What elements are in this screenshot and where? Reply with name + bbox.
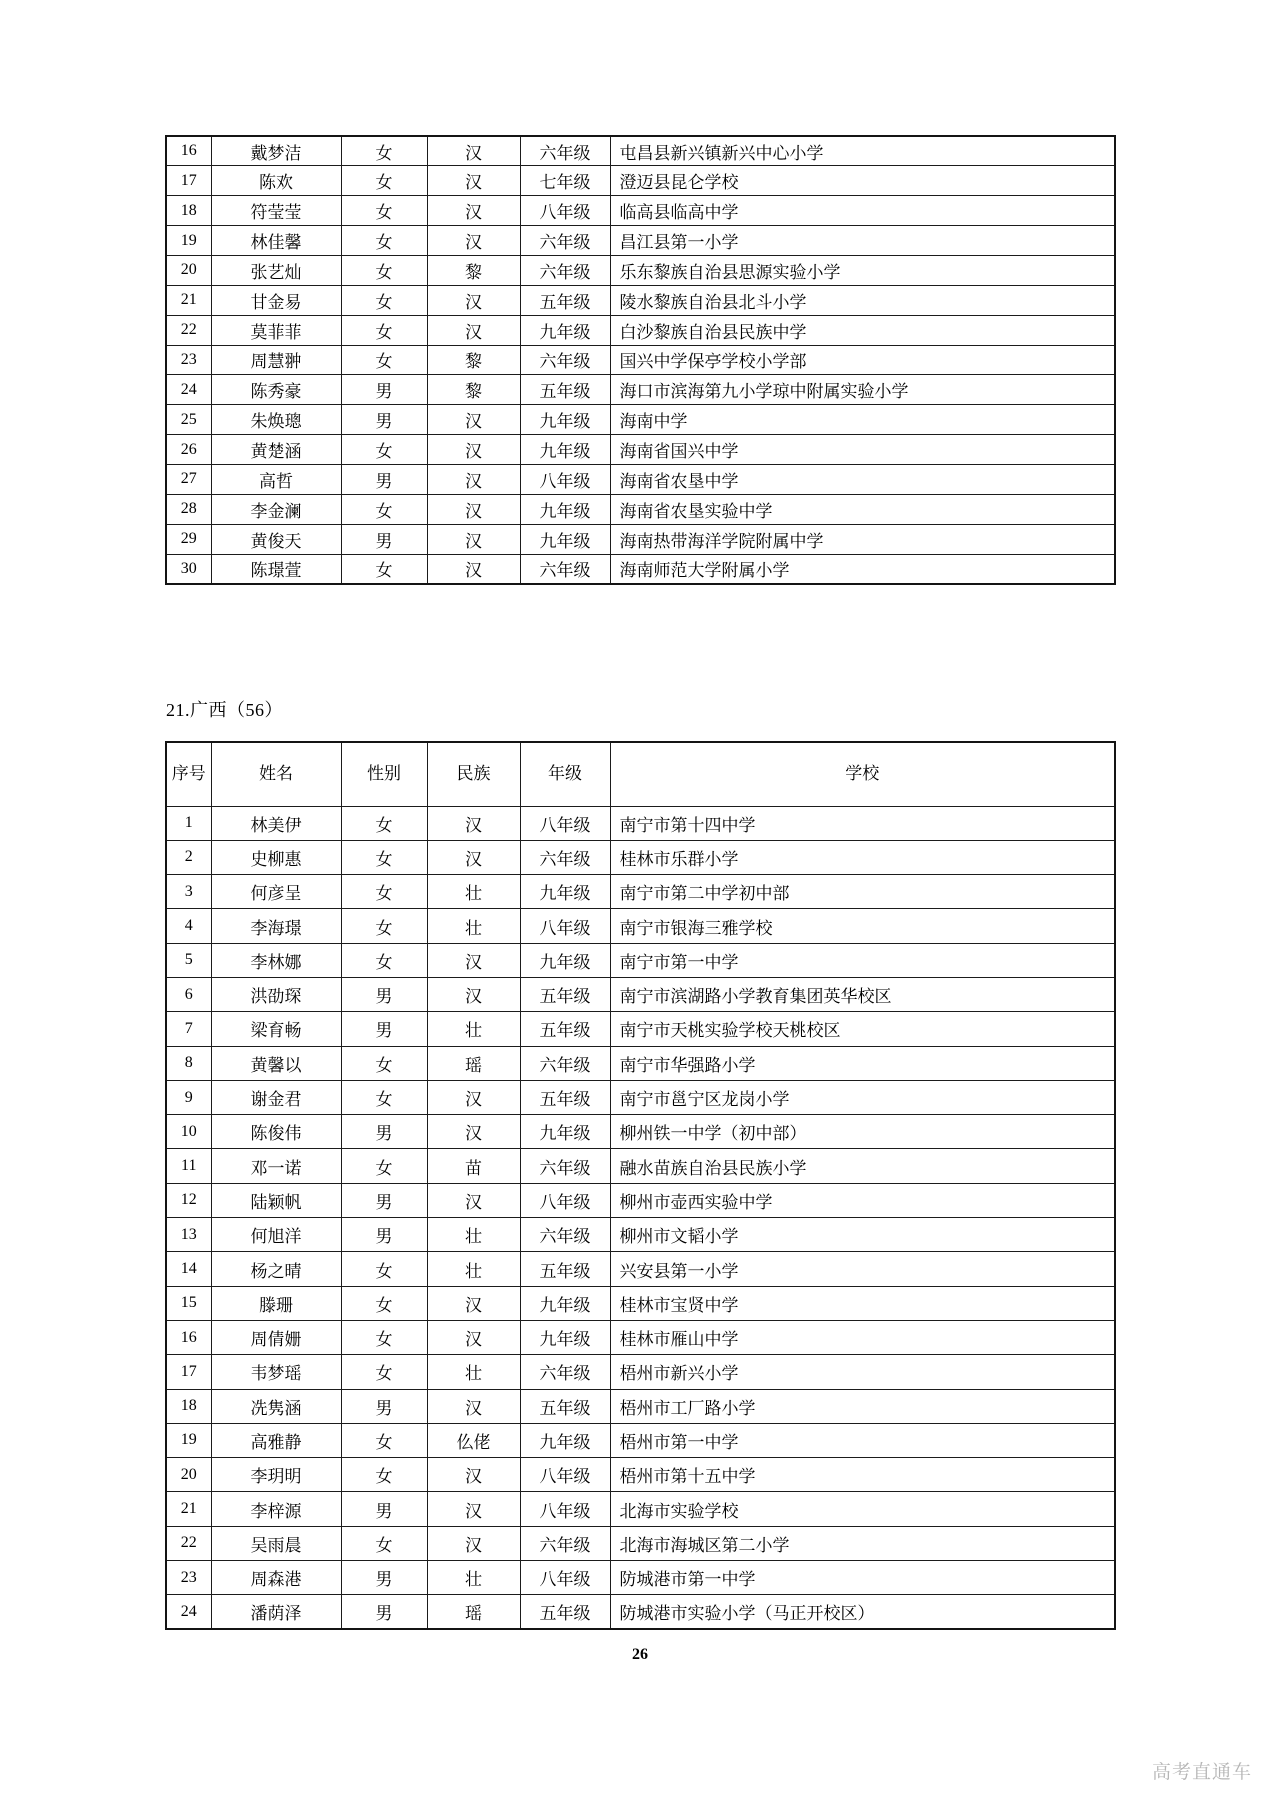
gender-cell: 女 [341, 1252, 427, 1286]
gender-cell: 女 [341, 1526, 427, 1560]
name-cell: 李海璟 [211, 909, 341, 943]
gender-cell: 女 [341, 875, 427, 909]
grade-cell: 九年级 [520, 315, 610, 345]
serial-cell: 24 [166, 1595, 211, 1629]
gender-cell: 女 [341, 494, 427, 524]
ethnicity-cell: 壮 [427, 1355, 520, 1389]
grade-cell: 九年级 [520, 494, 610, 524]
serial-cell: 29 [166, 524, 211, 554]
serial-cell: 16 [166, 1320, 211, 1354]
school-cell: 南宁市华强路小学 [610, 1046, 1115, 1080]
serial-cell: 3 [166, 875, 211, 909]
name-cell: 林美伊 [211, 806, 341, 840]
ethnicity-cell: 汉 [427, 1526, 520, 1560]
grade-cell: 九年级 [520, 1423, 610, 1457]
ethnicity-cell: 汉 [427, 943, 520, 977]
serial-cell: 24 [166, 375, 211, 405]
school-cell: 南宁市第十四中学 [610, 806, 1115, 840]
serial-cell: 25 [166, 405, 211, 435]
school-cell: 南宁市第二中学初中部 [610, 875, 1115, 909]
school-cell: 南宁市邕宁区龙岗小学 [610, 1080, 1115, 1114]
grade-cell: 八年级 [520, 1561, 610, 1595]
table-row [166, 1458, 1115, 1492]
name-cell: 李梓源 [211, 1492, 341, 1526]
gender-cell: 女 [341, 166, 427, 196]
name-cell: 何旭洋 [211, 1218, 341, 1252]
gender-cell: 男 [341, 405, 427, 435]
gender-cell: 男 [341, 1389, 427, 1423]
gender-cell: 女 [341, 1458, 427, 1492]
serial-cell: 14 [166, 1252, 211, 1286]
guangxi-roster-body [166, 806, 1115, 1629]
ethnicity-cell: 汉 [427, 977, 520, 1011]
serial-cell: 2 [166, 840, 211, 874]
gender-cell: 男 [341, 375, 427, 405]
grade-cell: 八年级 [520, 1183, 610, 1217]
table-row [166, 226, 1115, 256]
grade-cell: 六年级 [520, 1046, 610, 1080]
gender-cell: 女 [341, 1355, 427, 1389]
grade-cell: 五年级 [520, 1012, 610, 1046]
gender-cell: 女 [341, 1320, 427, 1354]
name-cell: 吴雨晨 [211, 1526, 341, 1560]
gender-cell: 女 [341, 1149, 427, 1183]
guangxi-roster-header [166, 742, 1115, 806]
name-cell: 黄馨以 [211, 1046, 341, 1080]
school-cell: 白沙黎族自治县民族中学 [610, 315, 1115, 345]
column-header-serial-cell: 序号 [166, 742, 211, 806]
grade-cell: 八年级 [520, 1492, 610, 1526]
name-cell: 潘荫泽 [211, 1595, 341, 1629]
name-cell: 张艺灿 [211, 255, 341, 285]
serial-cell: 18 [166, 1389, 211, 1423]
school-cell: 融水苗族自治县民族小学 [610, 1149, 1115, 1183]
ethnicity-cell: 苗 [427, 1149, 520, 1183]
name-cell: 朱焕璁 [211, 405, 341, 435]
serial-cell: 12 [166, 1183, 211, 1217]
grade-cell: 五年级 [520, 375, 610, 405]
ethnicity-cell: 汉 [427, 1389, 520, 1423]
name-cell: 何彦呈 [211, 875, 341, 909]
table-row [166, 166, 1115, 196]
table-row [166, 196, 1115, 226]
name-cell: 李林娜 [211, 943, 341, 977]
serial-cell: 27 [166, 464, 211, 494]
serial-cell: 15 [166, 1286, 211, 1320]
school-cell: 海口市滨海第九小学琼中附属实验小学 [610, 375, 1115, 405]
gender-cell: 女 [341, 1046, 427, 1080]
school-cell: 桂林市雁山中学 [610, 1320, 1115, 1354]
serial-cell: 11 [166, 1149, 211, 1183]
school-cell: 梧州市第十五中学 [610, 1458, 1115, 1492]
gender-cell: 女 [341, 196, 427, 226]
ethnicity-cell: 壮 [427, 909, 520, 943]
name-cell: 史柳惠 [211, 840, 341, 874]
ethnicity-cell: 黎 [427, 255, 520, 285]
serial-cell: 26 [166, 435, 211, 465]
table-row [166, 405, 1115, 435]
grade-cell: 九年级 [520, 1286, 610, 1320]
ethnicity-cell: 瑶 [427, 1595, 520, 1629]
school-cell: 海南省国兴中学 [610, 435, 1115, 465]
ethnicity-cell: 壮 [427, 1218, 520, 1252]
gender-cell: 女 [341, 943, 427, 977]
school-cell: 昌江县第一小学 [610, 226, 1115, 256]
school-cell: 桂林市乐群小学 [610, 840, 1115, 874]
table-row [166, 255, 1115, 285]
name-cell: 黄俊天 [211, 524, 341, 554]
gender-cell: 女 [341, 1423, 427, 1457]
gender-cell: 男 [341, 1183, 427, 1217]
name-cell: 周慧翀 [211, 345, 341, 375]
table-row [166, 977, 1115, 1011]
school-cell: 南宁市天桃实验学校天桃校区 [610, 1012, 1115, 1046]
table-row [166, 1561, 1115, 1595]
table-row [166, 1080, 1115, 1114]
serial-cell: 21 [166, 285, 211, 315]
table-row [166, 1115, 1115, 1149]
table-row [166, 524, 1115, 554]
school-cell: 南宁市银海三雅学校 [610, 909, 1115, 943]
grade-cell: 七年级 [520, 166, 610, 196]
ethnicity-cell: 壮 [427, 1252, 520, 1286]
table-row [166, 1252, 1115, 1286]
serial-cell: 9 [166, 1080, 211, 1114]
gender-cell: 女 [341, 136, 427, 166]
grade-cell: 九年级 [520, 524, 610, 554]
grade-cell: 九年级 [520, 405, 610, 435]
grade-cell: 五年级 [520, 1595, 610, 1629]
table-row [166, 875, 1115, 909]
table-row [166, 1149, 1115, 1183]
school-cell: 南宁市第一中学 [610, 943, 1115, 977]
name-cell: 洪劭琛 [211, 977, 341, 1011]
ethnicity-cell: 黎 [427, 375, 520, 405]
serial-cell: 22 [166, 1526, 211, 1560]
guangxi-roster-table [165, 741, 1116, 1630]
name-cell: 周森港 [211, 1561, 341, 1595]
gender-cell: 女 [341, 435, 427, 465]
table-row [166, 1286, 1115, 1320]
ethnicity-cell: 汉 [427, 1492, 520, 1526]
hainan-roster-body [166, 136, 1115, 584]
page-number: 26 [632, 1646, 648, 1663]
ethnicity-cell: 汉 [427, 806, 520, 840]
gender-cell: 女 [341, 345, 427, 375]
gender-cell: 女 [341, 806, 427, 840]
ethnicity-cell: 仫佬 [427, 1423, 520, 1457]
school-cell: 海南师范大学附属小学 [610, 554, 1115, 584]
gender-cell: 女 [341, 285, 427, 315]
table-row [166, 1320, 1115, 1354]
name-cell: 周倩姗 [211, 1320, 341, 1354]
ethnicity-cell: 汉 [427, 405, 520, 435]
ethnicity-cell: 汉 [427, 226, 520, 256]
serial-cell: 30 [166, 554, 211, 584]
school-cell: 柳州市文韬小学 [610, 1218, 1115, 1252]
serial-cell: 8 [166, 1046, 211, 1080]
column-header-grade-cell: 年级 [520, 742, 610, 806]
table-row [166, 554, 1115, 584]
section-heading-guangxi: 21.广西（56） [166, 700, 283, 720]
gender-cell: 男 [341, 977, 427, 1011]
name-cell: 黄楚涵 [211, 435, 341, 465]
school-cell: 柳州市壶西实验中学 [610, 1183, 1115, 1217]
table-row [166, 464, 1115, 494]
ethnicity-cell: 汉 [427, 315, 520, 345]
ethnicity-cell: 汉 [427, 1320, 520, 1354]
ethnicity-cell: 壮 [427, 875, 520, 909]
name-cell: 莫菲菲 [211, 315, 341, 345]
gender-cell: 男 [341, 1012, 427, 1046]
school-cell: 海南中学 [610, 405, 1115, 435]
gender-cell: 男 [341, 1115, 427, 1149]
table-row [166, 909, 1115, 943]
table-row [166, 315, 1115, 345]
table-row [166, 1355, 1115, 1389]
table-row [166, 806, 1115, 840]
serial-cell: 6 [166, 977, 211, 1011]
grade-cell: 九年级 [520, 1320, 610, 1354]
serial-cell: 23 [166, 1561, 211, 1595]
ethnicity-cell: 汉 [427, 1458, 520, 1492]
table-row [166, 1526, 1115, 1560]
column-header-gender-cell: 性别 [341, 742, 427, 806]
ethnicity-cell: 汉 [427, 196, 520, 226]
grade-cell: 八年级 [520, 196, 610, 226]
school-cell: 澄迈县昆仑学校 [610, 166, 1115, 196]
serial-cell: 18 [166, 196, 211, 226]
table-row [166, 285, 1115, 315]
name-cell: 陈欢 [211, 166, 341, 196]
name-cell: 李玥明 [211, 1458, 341, 1492]
school-cell: 国兴中学保亭学校小学部 [610, 345, 1115, 375]
school-cell: 兴安县第一小学 [610, 1252, 1115, 1286]
ethnicity-cell: 汉 [427, 435, 520, 465]
school-cell: 陵水黎族自治县北斗小学 [610, 285, 1115, 315]
grade-cell: 九年级 [520, 435, 610, 465]
gender-cell: 男 [341, 464, 427, 494]
grade-cell: 六年级 [520, 1218, 610, 1252]
school-cell: 防城港市第一中学 [610, 1561, 1115, 1595]
serial-cell: 1 [166, 806, 211, 840]
column-header-school-cell: 学校 [610, 742, 1115, 806]
ethnicity-cell: 汉 [427, 494, 520, 524]
serial-cell: 19 [166, 226, 211, 256]
ethnicity-cell: 汉 [427, 1183, 520, 1217]
ethnicity-cell: 汉 [427, 554, 520, 584]
school-cell: 乐东黎族自治县思源实验小学 [610, 255, 1115, 285]
name-cell: 杨之晴 [211, 1252, 341, 1286]
school-cell: 海南省农垦中学 [610, 464, 1115, 494]
school-cell: 南宁市滨湖路小学教育集团英华校区 [610, 977, 1115, 1011]
serial-cell: 7 [166, 1012, 211, 1046]
name-cell: 甘金易 [211, 285, 341, 315]
serial-cell: 10 [166, 1115, 211, 1149]
serial-cell: 22 [166, 315, 211, 345]
name-cell: 滕珊 [211, 1286, 341, 1320]
grade-cell: 八年级 [520, 1458, 610, 1492]
name-cell: 符莹莹 [211, 196, 341, 226]
grade-cell: 五年级 [520, 1252, 610, 1286]
ethnicity-cell: 壮 [427, 1561, 520, 1595]
school-cell: 临高县临高中学 [610, 196, 1115, 226]
table-row [166, 435, 1115, 465]
table-row [166, 840, 1115, 874]
gender-cell: 男 [341, 1218, 427, 1252]
gender-cell: 女 [341, 840, 427, 874]
gender-cell: 男 [341, 1561, 427, 1595]
serial-cell: 23 [166, 345, 211, 375]
name-cell: 戴梦洁 [211, 136, 341, 166]
ethnicity-cell: 汉 [427, 464, 520, 494]
ethnicity-cell: 黎 [427, 345, 520, 375]
serial-cell: 13 [166, 1218, 211, 1252]
grade-cell: 八年级 [520, 806, 610, 840]
column-header-name-cell: 姓名 [211, 742, 341, 806]
school-cell: 桂林市宝贤中学 [610, 1286, 1115, 1320]
gender-cell: 女 [341, 1080, 427, 1114]
school-cell: 梧州市新兴小学 [610, 1355, 1115, 1389]
ethnicity-cell: 瑶 [427, 1046, 520, 1080]
name-cell: 高哲 [211, 464, 341, 494]
ethnicity-cell: 壮 [427, 1012, 520, 1046]
grade-cell: 九年级 [520, 1115, 610, 1149]
table-row [166, 136, 1115, 166]
ethnicity-cell: 汉 [427, 136, 520, 166]
name-cell: 高雅静 [211, 1423, 341, 1457]
grade-cell: 六年级 [520, 1149, 610, 1183]
school-cell: 柳州铁一中学（初中部） [610, 1115, 1115, 1149]
name-cell: 李金澜 [211, 494, 341, 524]
school-cell: 屯昌县新兴镇新兴中心小学 [610, 136, 1115, 166]
grade-cell: 八年级 [520, 909, 610, 943]
grade-cell: 六年级 [520, 1526, 610, 1560]
name-cell: 林佳馨 [211, 226, 341, 256]
grade-cell: 八年级 [520, 464, 610, 494]
grade-cell: 五年级 [520, 1080, 610, 1114]
grade-cell: 六年级 [520, 255, 610, 285]
table-row [166, 943, 1115, 977]
name-cell: 韦梦瑶 [211, 1355, 341, 1389]
gender-cell: 女 [341, 255, 427, 285]
school-cell: 北海市实验学校 [610, 1492, 1115, 1526]
serial-cell: 20 [166, 255, 211, 285]
table-row [166, 1389, 1115, 1423]
gender-cell: 女 [341, 554, 427, 584]
table-row [166, 1492, 1115, 1526]
ethnicity-cell: 汉 [427, 1286, 520, 1320]
column-header-ethnicity-cell: 民族 [427, 742, 520, 806]
ethnicity-cell: 汉 [427, 524, 520, 554]
grade-cell: 六年级 [520, 345, 610, 375]
table-row [166, 375, 1115, 405]
serial-cell: 21 [166, 1492, 211, 1526]
gender-cell: 女 [341, 909, 427, 943]
gender-cell: 男 [341, 524, 427, 554]
ethnicity-cell: 汉 [427, 1080, 520, 1114]
ethnicity-cell: 汉 [427, 166, 520, 196]
name-cell: 陈俊伟 [211, 1115, 341, 1149]
table-row [166, 494, 1115, 524]
grade-cell: 五年级 [520, 1389, 610, 1423]
gender-cell: 男 [341, 1492, 427, 1526]
grade-cell: 六年级 [520, 226, 610, 256]
grade-cell: 五年级 [520, 285, 610, 315]
school-cell: 海南热带海洋学院附属中学 [610, 524, 1115, 554]
grade-cell: 九年级 [520, 943, 610, 977]
school-cell: 北海市海城区第二小学 [610, 1526, 1115, 1560]
name-cell: 梁育畅 [211, 1012, 341, 1046]
grade-cell: 六年级 [520, 554, 610, 584]
serial-cell: 19 [166, 1423, 211, 1457]
serial-cell: 5 [166, 943, 211, 977]
header-row [166, 742, 1115, 806]
gender-cell: 女 [341, 315, 427, 345]
name-cell: 邓一诺 [211, 1149, 341, 1183]
serial-cell: 28 [166, 494, 211, 524]
serial-cell: 20 [166, 1458, 211, 1492]
grade-cell: 九年级 [520, 875, 610, 909]
serial-cell: 16 [166, 136, 211, 166]
table-row [166, 1183, 1115, 1217]
name-cell: 陆颖帆 [211, 1183, 341, 1217]
serial-cell: 17 [166, 166, 211, 196]
table-row [166, 1046, 1115, 1080]
gender-cell: 女 [341, 1286, 427, 1320]
grade-cell: 六年级 [520, 136, 610, 166]
grade-cell: 六年级 [520, 1355, 610, 1389]
ethnicity-cell: 汉 [427, 285, 520, 315]
table-row [166, 1218, 1115, 1252]
grade-cell: 六年级 [520, 840, 610, 874]
table-row [166, 1595, 1115, 1629]
serial-cell: 17 [166, 1355, 211, 1389]
gender-cell: 男 [341, 1595, 427, 1629]
serial-cell: 4 [166, 909, 211, 943]
ethnicity-cell: 汉 [427, 1115, 520, 1149]
watermark-text: 高考直通车 [1151, 1762, 1252, 1783]
gender-cell: 女 [341, 226, 427, 256]
name-cell: 陈璟萱 [211, 554, 341, 584]
grade-cell: 五年级 [520, 977, 610, 1011]
table-row [166, 1012, 1115, 1046]
school-cell: 防城港市实验小学（马正开校区） [610, 1595, 1115, 1629]
ethnicity-cell: 汉 [427, 840, 520, 874]
school-cell: 海南省农垦实验中学 [610, 494, 1115, 524]
table-row [166, 345, 1115, 375]
hainan-roster-table [165, 135, 1116, 585]
school-cell: 梧州市第一中学 [610, 1423, 1115, 1457]
name-cell: 陈秀豪 [211, 375, 341, 405]
name-cell: 冼隽涵 [211, 1389, 341, 1423]
name-cell: 谢金君 [211, 1080, 341, 1114]
table-row [166, 1423, 1115, 1457]
school-cell: 梧州市工厂路小学 [610, 1389, 1115, 1423]
